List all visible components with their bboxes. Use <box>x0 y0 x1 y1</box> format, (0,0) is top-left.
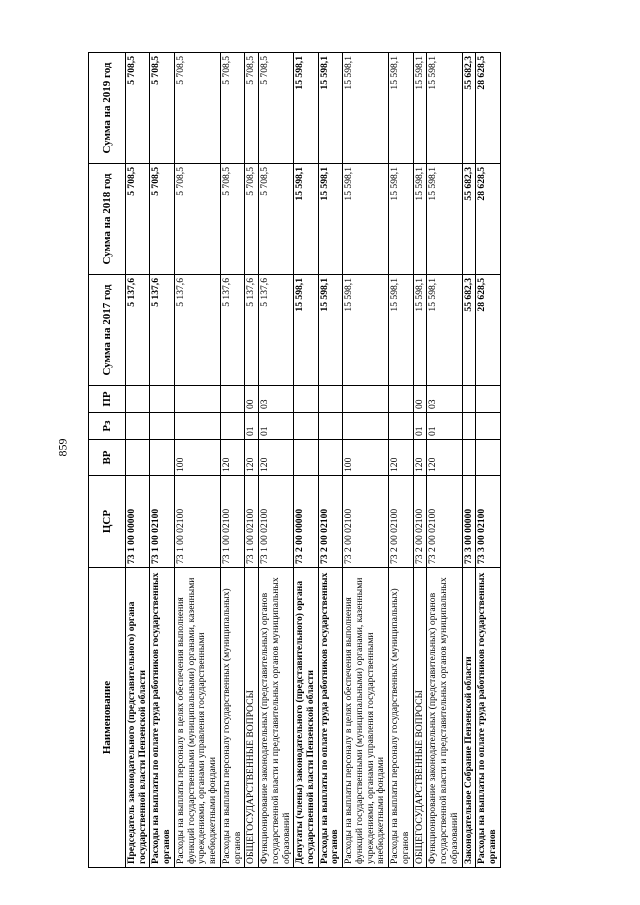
table-row <box>220 53 244 868</box>
cell-2018: 5 708,5 <box>245 164 259 275</box>
cell-csr: 73 2 00 02100 <box>318 476 342 568</box>
cell-pr: 03 <box>259 386 294 413</box>
table-row <box>126 53 150 868</box>
cell-rz <box>220 413 244 440</box>
cell-2018: 15 598,1 <box>389 164 413 275</box>
cell-name: Законодательное Собрание Пензенской области <box>462 568 476 868</box>
header-vr: ВР <box>89 440 126 476</box>
cell-rz: 01 <box>259 413 294 440</box>
cell-vr: 100 <box>343 440 389 476</box>
cell-2018: 5 708,5 <box>259 164 294 275</box>
table-row <box>294 53 318 868</box>
cell-2019: 5 708,5 <box>126 53 150 164</box>
cell-rz <box>174 413 220 440</box>
cell-name: Расходы на выплаты по оплате труда работников государственных органов <box>476 568 500 868</box>
cell-csr: 73 2 00 00000 <box>294 476 318 568</box>
cell-2018: 5 708,5 <box>220 164 244 275</box>
cell-name: Функционирование законодательных (представительных) органов государственной власти и представительных органов муниципальных образований <box>259 568 294 868</box>
page-number: 859 <box>55 438 70 457</box>
cell-2017: 15 598,1 <box>343 275 389 386</box>
cell-csr: 73 2 00 02100 <box>343 476 389 568</box>
cell-2018: 15 598,1 <box>294 164 318 275</box>
header-pr: ПР <box>89 386 126 413</box>
header-row <box>89 53 126 868</box>
cell-2018: 5 708,5 <box>126 164 150 275</box>
cell-rz <box>476 413 500 440</box>
table-row <box>413 53 427 868</box>
cell-name: Председатель законодательного (представительного) органа государственной власти Пензенской области <box>126 568 150 868</box>
cell-2019: 5 708,5 <box>150 53 174 164</box>
header-2018: Сумма на 2018 год <box>89 164 126 275</box>
cell-2018: 15 598,1 <box>343 164 389 275</box>
cell-rz <box>318 413 342 440</box>
cell-2017: 15 598,1 <box>427 275 462 386</box>
cell-csr: 73 1 00 02100 <box>245 476 259 568</box>
cell-csr: 73 2 00 02100 <box>389 476 413 568</box>
cell-csr: 73 2 00 02100 <box>427 476 462 568</box>
cell-2019: 55 682,3 <box>462 53 476 164</box>
cell-pr <box>318 386 342 413</box>
cell-2017: 15 598,1 <box>413 275 427 386</box>
cell-vr <box>294 440 318 476</box>
cell-2017: 5 137,6 <box>220 275 244 386</box>
cell-pr <box>476 386 500 413</box>
cell-csr: 73 2 00 02100 <box>413 476 427 568</box>
cell-vr <box>476 440 500 476</box>
cell-rz <box>294 413 318 440</box>
cell-2017: 5 137,6 <box>150 275 174 386</box>
cell-2017: 15 598,1 <box>318 275 342 386</box>
cell-rz: 01 <box>245 413 259 440</box>
cell-vr: 120 <box>245 440 259 476</box>
cell-name: Функционирование законодательных (представительных) органов государственной власти и представительных органов муниципальных образований <box>427 568 462 868</box>
cell-2019: 5 708,5 <box>245 53 259 164</box>
cell-pr: 03 <box>427 386 462 413</box>
cell-name: Расходы на выплаты персоналу в целях обеспечения выполнения функций государственными (муниципальными) органами, казенными учреждениями, органами управления государственными внебюджетными фондами <box>174 568 220 868</box>
cell-csr: 73 1 00 02100 <box>220 476 244 568</box>
cell-pr <box>126 386 150 413</box>
cell-vr <box>126 440 150 476</box>
table-row <box>427 53 462 868</box>
cell-2017: 5 137,6 <box>259 275 294 386</box>
cell-name: Расходы на выплаты персоналу государственных (муниципальных) органов <box>389 568 413 868</box>
cell-2017: 5 137,6 <box>174 275 220 386</box>
cell-2018: 15 598,1 <box>413 164 427 275</box>
cell-rz: 01 <box>413 413 427 440</box>
table-row <box>476 53 500 868</box>
cell-name: Расходы на выплаты по оплате труда работников государственных органов <box>318 568 342 868</box>
cell-rz <box>462 413 476 440</box>
cell-vr: 120 <box>259 440 294 476</box>
cell-rz <box>389 413 413 440</box>
cell-2019: 5 708,5 <box>220 53 244 164</box>
cell-2017: 5 137,6 <box>245 275 259 386</box>
cell-csr: 73 1 00 02100 <box>259 476 294 568</box>
budget-table <box>88 52 501 868</box>
cell-name: ОБЩЕГОСУДАРСТВЕННЫЕ ВОПРОСЫ <box>245 568 259 868</box>
cell-2019: 5 708,5 <box>259 53 294 164</box>
cell-rz <box>150 413 174 440</box>
header-2017: Сумма на 2017 год <box>89 275 126 386</box>
cell-2019: 15 598,1 <box>318 53 342 164</box>
table-row <box>245 53 259 868</box>
table-row <box>150 53 174 868</box>
cell-vr: 120 <box>220 440 244 476</box>
cell-pr: 00 <box>413 386 427 413</box>
cell-csr: 73 1 00 00000 <box>126 476 150 568</box>
cell-name: Расходы на выплаты персоналу в целях обеспечения выполнения функций государственными (муниципальными) органами, казенными учреждениями, органами управления государственными внебюджетными фондами <box>343 568 389 868</box>
cell-2019: 5 708,5 <box>174 53 220 164</box>
table-row <box>389 53 413 868</box>
cell-2019: 15 598,1 <box>294 53 318 164</box>
cell-pr <box>220 386 244 413</box>
cell-rz: 01 <box>427 413 462 440</box>
table-row <box>259 53 294 868</box>
cell-2019: 15 598,1 <box>427 53 462 164</box>
header-2019: Сумма на 2019 год <box>89 53 126 164</box>
cell-name: Расходы на выплаты по оплате труда работников государственных органов <box>150 568 174 868</box>
cell-2019: 15 598,1 <box>413 53 427 164</box>
cell-vr <box>318 440 342 476</box>
table-body <box>126 53 501 868</box>
cell-rz <box>343 413 389 440</box>
header-csr: ЦСР <box>89 476 126 568</box>
cell-pr <box>389 386 413 413</box>
cell-2018: 55 682,3 <box>462 164 476 275</box>
cell-2018: 5 708,5 <box>174 164 220 275</box>
cell-name: Расходы на выплаты персоналу государственных (муниципальных) органов <box>220 568 244 868</box>
cell-pr <box>174 386 220 413</box>
cell-name: Депутаты (члены) законодательного (представительного) органа государственной власти Пензенской области <box>294 568 318 868</box>
cell-2018: 15 598,1 <box>427 164 462 275</box>
table-row <box>318 53 342 868</box>
cell-vr: 100 <box>174 440 220 476</box>
table-row <box>343 53 389 868</box>
cell-2018: 15 598,1 <box>318 164 342 275</box>
rotated-table-container <box>88 53 568 868</box>
cell-2017: 28 628,5 <box>476 275 500 386</box>
cell-2017: 15 598,1 <box>294 275 318 386</box>
cell-vr: 120 <box>413 440 427 476</box>
cell-vr: 120 <box>389 440 413 476</box>
table-row <box>174 53 220 868</box>
table-row <box>462 53 476 868</box>
cell-pr <box>343 386 389 413</box>
cell-rz <box>126 413 150 440</box>
cell-2019: 15 598,1 <box>389 53 413 164</box>
cell-csr: 73 3 00 00000 <box>462 476 476 568</box>
cell-2017: 55 682,3 <box>462 275 476 386</box>
header-rz: Рз <box>89 413 126 440</box>
cell-csr: 73 1 00 02100 <box>174 476 220 568</box>
cell-2019: 28 628,5 <box>476 53 500 164</box>
cell-vr: 120 <box>427 440 462 476</box>
cell-2017: 15 598,1 <box>389 275 413 386</box>
cell-pr <box>294 386 318 413</box>
cell-csr: 73 1 00 02100 <box>150 476 174 568</box>
cell-pr <box>462 386 476 413</box>
cell-csr: 73 3 00 02100 <box>476 476 500 568</box>
cell-2018: 5 708,5 <box>150 164 174 275</box>
cell-name: ОБЩЕГОСУДАРСТВЕННЫЕ ВОПРОСЫ <box>413 568 427 868</box>
cell-pr <box>150 386 174 413</box>
cell-2017: 5 137,6 <box>126 275 150 386</box>
header-name: Наименование <box>89 568 126 868</box>
cell-2019: 15 598,1 <box>343 53 389 164</box>
cell-vr <box>462 440 476 476</box>
cell-vr <box>150 440 174 476</box>
cell-2018: 28 628,5 <box>476 164 500 275</box>
cell-pr: 00 <box>245 386 259 413</box>
